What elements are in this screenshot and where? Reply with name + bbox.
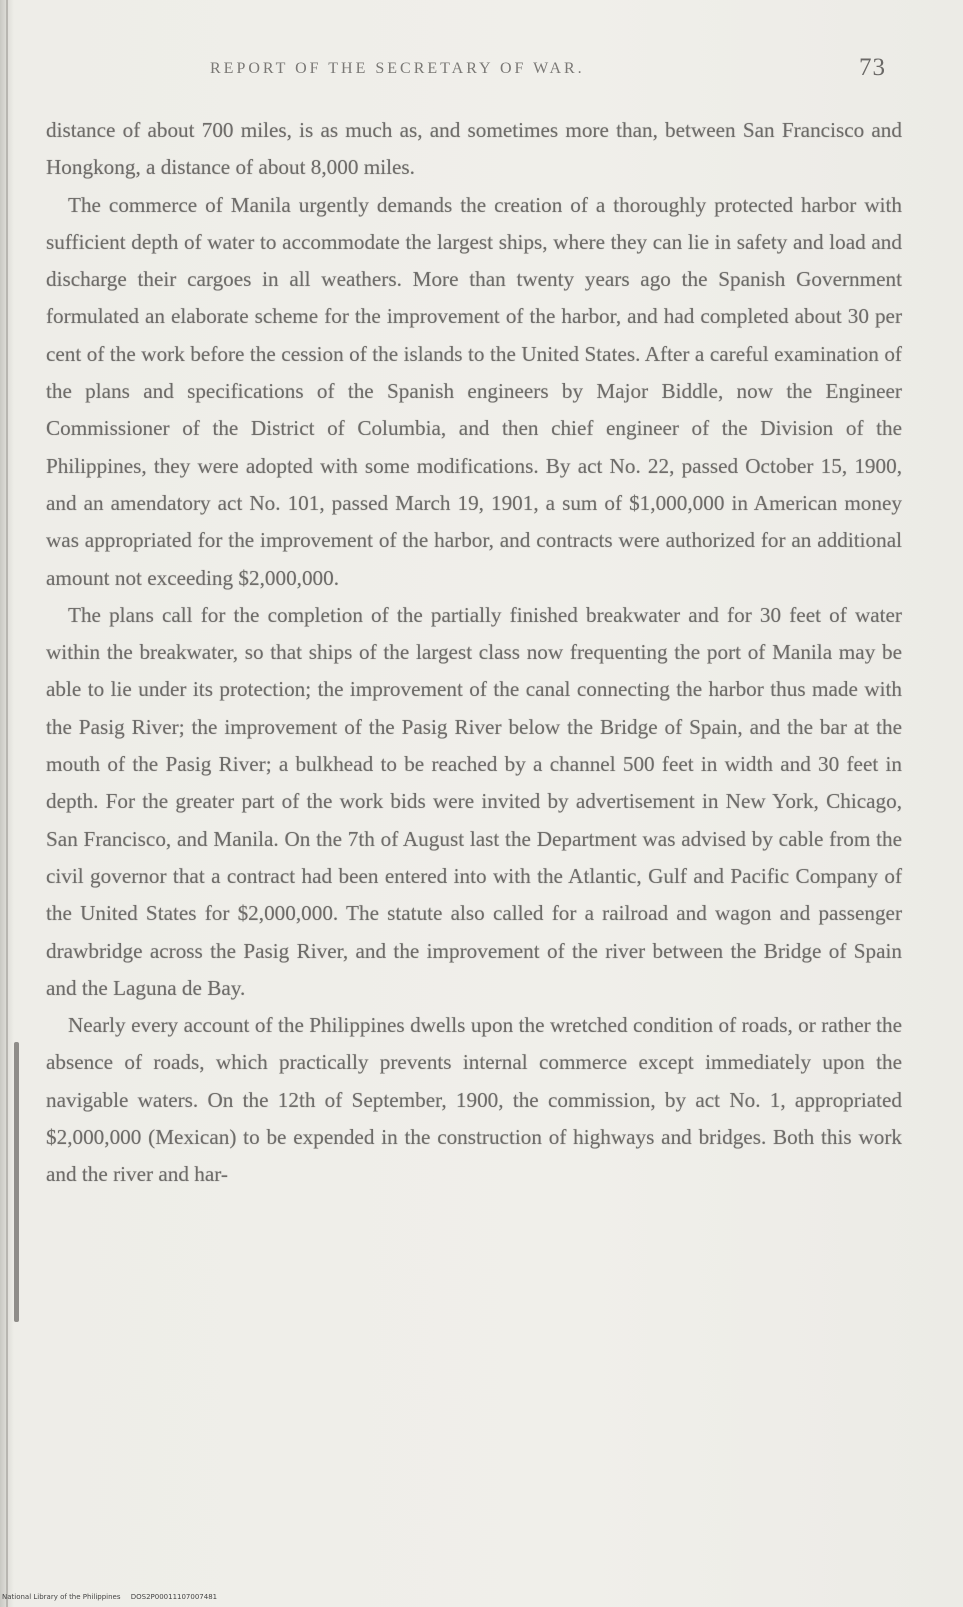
footer-code: DOS2P00011107007481	[130, 1593, 218, 1601]
paragraph-3: The plans call for the completion of the partially finished breakwater and for 30 feet of water within the breakwater, so that ships of the largest class now frequenting the port of Manila may be able to lie under its protection; the improvement of the canal connecting the harbor thus made with the Pasig River; the improvement of the Pasig River below the Bridge of Spain, and the bar at the mouth of the Pasig River; a bulkhead to be reached by a channel 500 feet in width and 30 feet in depth. For the greater part of the work bids were invited by advertisement in New York, Chicago, San Francisco, and Manila. On the 7th of August last the Department was advised by cable from the civil governor that a contract had been entered into with the Atlantic, Gulf and Pacific Company of the United States for $2,000,000. The statute also called for a railroad and wagon and passenger drawbridge across the Pasig River, and the improvement of the river between the Bridge of Spain and the Laguna de Bay.	[46, 602, 902, 1000]
binding-edge	[6, 0, 8, 1607]
paragraph-2: The commerce of Manila urgently demands the creation of a thoroughly protected harbor with sufficient depth of water to accommodate the largest ships, where they can lie in safety and load and discharge their cargoes in all weathers. More than twenty years ago the Spanish Government formulated an elaborate scheme for the improvement of the harbor, and had completed about 30 per cent of the work before the cession of the islands to the United States. After a careful examination of the plans and specifications of the Spanish engineers by Major Biddle, now the Engineer Commissioner of the District of Columbia, and then chief engineer of the Division of the Philippines, they were adopted with some modifications. By act No. 22, passed October 15, 1900, and an amendatory act No. 101, passed March 19, 1901, a sum of $1,000,000 in American money was appropriated for the improvement of the harbor, and contracts were authorized for an additional amount not exceeding $2,000,000.	[46, 192, 902, 590]
paragraph-1: distance of about 700 miles, is as much as, and sometimes more than, between San Francisco and Hongkong, a distance of about 8,000 miles.	[46, 118, 902, 180]
body-text	[46, 112, 902, 1194]
running-head: REPORT OF THE SECRETARY OF WAR.	[210, 60, 585, 77]
footer-library: National Library of the Philippines	[2, 1593, 121, 1601]
margin-mark	[14, 1042, 19, 1322]
page-number: 73	[859, 54, 886, 81]
scan-footer	[2, 1593, 217, 1601]
page-header	[46, 54, 886, 86]
paragraph-4: Nearly every account of the Philippines dwells upon the wretched condition of roads, or rather the absence of roads, which practically prevents internal commerce except immediately upon the navigable waters. On the 12th of September, 1900, the commission, by act No. 1, appropriated $2,000,000 (Mexican) to be expended in the construction of highways and bridges. Both this work and the river and har-	[46, 1013, 902, 1187]
